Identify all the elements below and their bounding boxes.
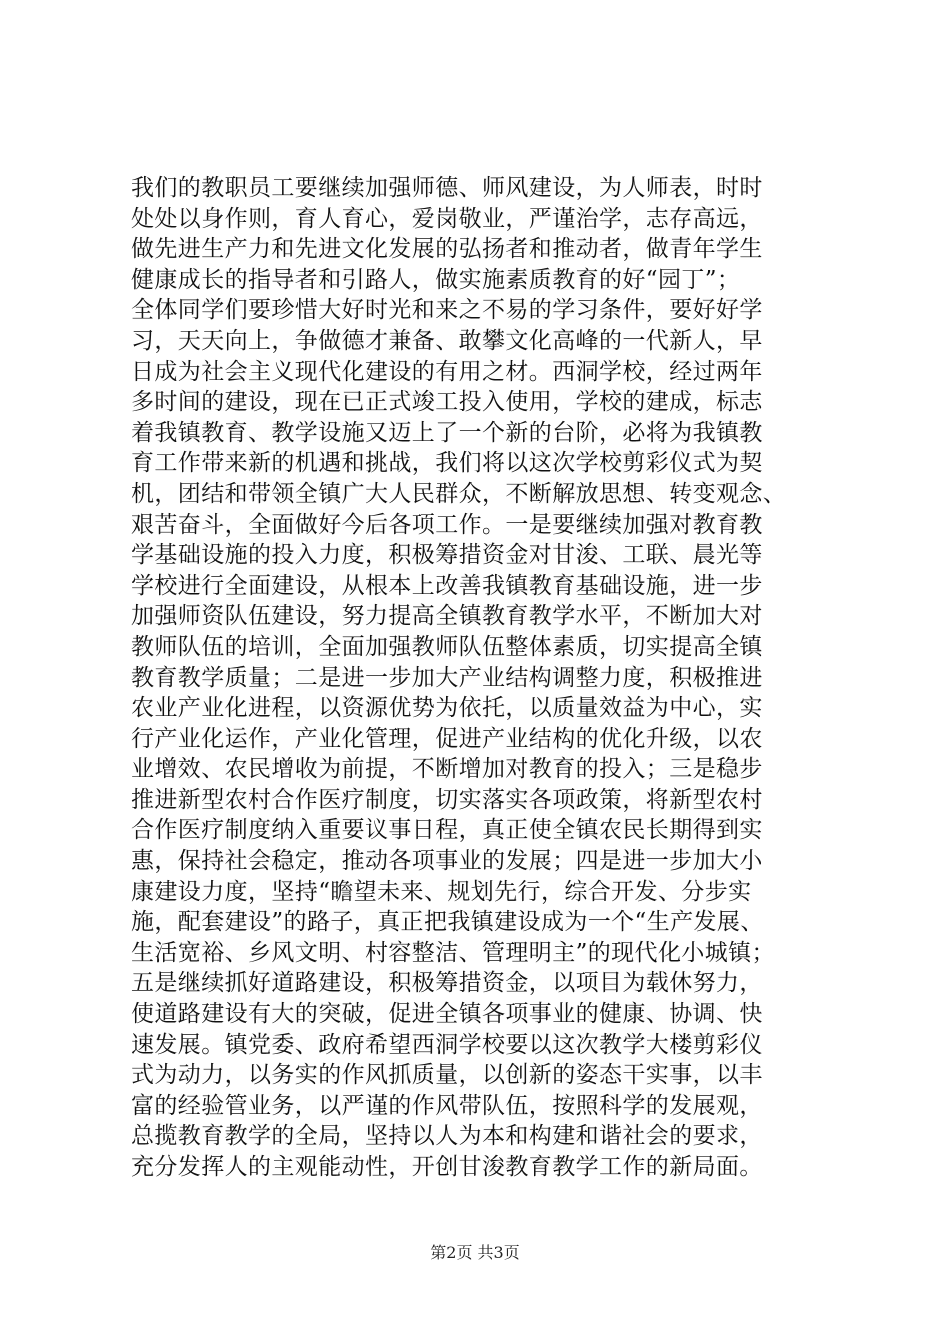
text-line: 处处以身作则，育人育心，爱岗敬业，严谨治学，志存高远， [131, 205, 763, 232]
text-line: 施，配套建设”的路子，真正把我镇建设成为一个“生产发展、 [131, 909, 764, 936]
text-line: 机，团结和带领全镇广大人民群众，不断解放思想、转变观念、 [131, 480, 787, 507]
text-line: 合作医疗制度纳入重要议事日程，真正使全镇农民长期得到实 [131, 817, 763, 844]
text-line: 我们的教职员工要继续加强师德、师风建设，为人师表，时时 [131, 175, 763, 201]
text-line: 富的经验管业务，以严谨的作风带队伍，按照科学的发展观， [131, 1092, 763, 1119]
text-line: 加强师资队伍建设，努力提高全镇教育教学水平，不断加大对 [131, 603, 763, 630]
text-line: 日成为社会主义现代化建设的有用之材。西洞学校，经过两年 [131, 358, 763, 385]
text-line: 教育教学质量；二是进一步加大产业结构调整力度，积极推进 [131, 664, 763, 691]
text-line: 学基础设施的投入力度，积极筹措资金对甘浚、工联、晨光等 [131, 542, 763, 569]
text-line: 学校进行全面建设，从根本上改善我镇教育基础设施，进一步 [131, 572, 763, 599]
text-line: 总揽教育教学的全局，坚持以人为本和构建和谐社会的要求， [131, 1123, 763, 1150]
text-line: 全体同学们要珍惜大好时光和来之不易的学习条件，要好好学 [131, 297, 763, 324]
text-line: 五是继续抓好道路建设，积极筹措资金，以项目为载休努力， [131, 970, 763, 997]
text-line: 速发展。镇党委、政府希望西洞学校要以这次教学大楼剪彩仪 [131, 1031, 763, 1058]
text-line: 多时间的建设，现在已正式竣工投入使用，学校的建成，标志 [131, 389, 763, 416]
text-line: 农业产业化进程，以资源优势为依托，以质量效益为中心，实 [131, 695, 763, 722]
text-line: 业增效、农民增收为前提，不断增加对教育的投入；三是稳步 [131, 756, 763, 783]
text-line: 式为动力，以务实的作风抓质量，以创新的姿态干实事，以丰 [131, 1062, 763, 1089]
text-line: 使道路建设有大的突破，促进全镇各项事业的健康、协调、快 [131, 1001, 763, 1028]
text-line: 教师队伍的培训，全面加强教师队伍整体素质，切实提高全镇 [131, 633, 763, 660]
text-line: 推进新型农村合作医疗制度，切实落实各项政策，将新型农村 [131, 786, 763, 813]
text-line: 行产业化运作，产业化管理，促进产业结构的优化升级，以农 [131, 725, 763, 752]
text-line: 康建设力度，坚持“瞻望未来、规划先行，综合开发、分步实 [131, 878, 752, 905]
text-line: 艰苦奋斗，全面做好今后各项工作。一是要继续加强对教育教 [131, 511, 763, 538]
text-line: 健康成长的指导者和引路人，做实施素质教育的好“园丁”； [131, 266, 741, 293]
text-line: 做先进生产力和先进文化发展的弘扬者和推动者，做青年学生 [131, 236, 763, 263]
text-line: 充分发挥人的主观能动性，开创甘浚教育教学工作的新局面。 [131, 1154, 763, 1180]
page-number-footer: 第2页 共3页 [430, 1243, 520, 1262]
text-line: 生活宽裕、乡风文明、村容整洁、管理明主”的现代化小城镇； [131, 939, 775, 966]
text-line: 着我镇教育、教学设施又迈上了一个新的台阶，必将为我镇教 [131, 419, 763, 446]
body-text [131, 173, 831, 1183]
text-line: 习，天天向上，争做德才兼备、敢攀文化高峰的一代新人，早 [131, 327, 763, 354]
text-line: 惠，保持社会稳定，推动各项事业的发展；四是进一步加大小 [131, 848, 763, 875]
text-line: 育工作带来新的机遇和挑战，我们将以这次学校剪彩仪式为契 [131, 450, 763, 477]
